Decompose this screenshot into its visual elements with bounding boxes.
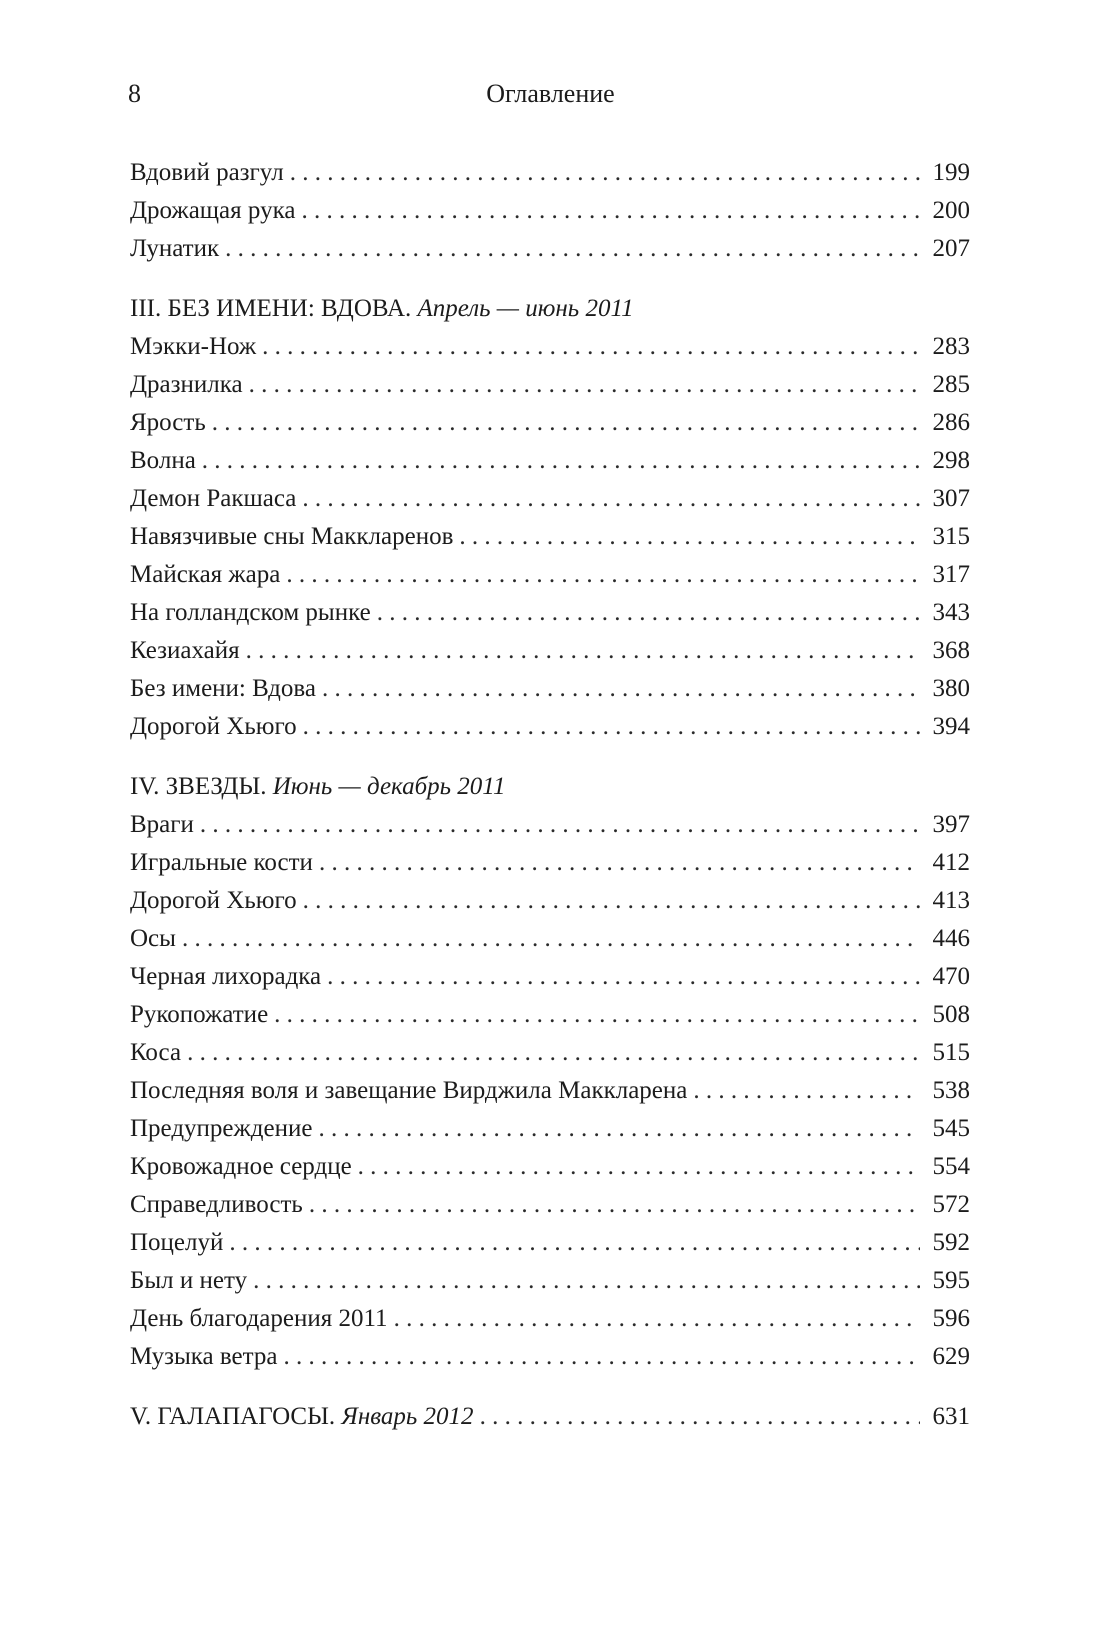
toc-entry-title: Осы (130, 925, 176, 952)
part-heading-3[interactable] (130, 290, 970, 328)
dot-leader (200, 806, 920, 844)
toc-entry[interactable] (130, 958, 970, 996)
toc-entry-title: Поцелуй (130, 1229, 224, 1256)
dot-leader (202, 442, 920, 480)
dot-leader (286, 556, 920, 594)
toc-entry[interactable] (130, 844, 970, 882)
part-heading-5[interactable] (130, 1398, 970, 1436)
dot-leader (301, 192, 920, 230)
toc-entry-page: 394 (932, 713, 970, 740)
toc-entry-page: 554 (932, 1153, 970, 1180)
toc-entry-page: 538 (932, 1077, 970, 1104)
toc-entry-title: Дрожащая рука (130, 197, 296, 224)
part-heading-title: V. ГАЛАПАГОСЫ. (130, 1403, 336, 1430)
toc-entry-title: Музыка ветра (130, 1343, 278, 1370)
toc-entry-title: Враги (130, 811, 194, 838)
dot-leader (318, 1110, 920, 1148)
table-of-contents (130, 154, 970, 1436)
toc-entry[interactable] (130, 480, 970, 518)
dot-leader (480, 1398, 920, 1436)
dot-leader (693, 1072, 920, 1110)
toc-entry-title: Игральные кости (130, 849, 313, 876)
toc-entry[interactable] (130, 1300, 970, 1338)
dot-leader (253, 1262, 920, 1300)
toc-entry-title: Был и нету (130, 1267, 248, 1294)
dot-leader (274, 996, 920, 1034)
toc-entry-page: 286 (932, 409, 970, 436)
toc-entry[interactable] (130, 230, 970, 268)
toc-entry-title: Дорогой Хьюго (130, 713, 297, 740)
toc-entry[interactable] (130, 1072, 970, 1110)
toc-entry[interactable] (130, 1224, 970, 1262)
toc-entry-title: Майская жара (130, 561, 281, 588)
dot-leader (303, 882, 920, 920)
toc-entry-page: 470 (932, 963, 970, 990)
dot-leader (290, 154, 920, 192)
toc-entry-page: 368 (932, 637, 970, 664)
toc-entry-page: 631 (932, 1403, 970, 1430)
part-heading-dates: Январь 2012 (341, 1403, 474, 1430)
toc-entry-page: 207 (932, 235, 970, 262)
dot-leader (249, 366, 920, 404)
dot-leader (459, 518, 920, 556)
part-heading-4[interactable] (130, 768, 970, 806)
toc-entry-title: Кровожадное сердце (130, 1153, 352, 1180)
toc-entry[interactable] (130, 1110, 970, 1148)
toc-entry-page: 413 (932, 887, 970, 914)
toc-entry-title: Мэкки-Нож (130, 333, 257, 360)
toc-entry-page: 446 (932, 925, 970, 952)
toc-entry-page: 515 (932, 1039, 970, 1066)
part-heading-dates: Июнь — декабрь 2011 (272, 773, 506, 800)
toc-entry-title: Демон Ракшаса (130, 485, 297, 512)
toc-entry-page: 285 (932, 371, 970, 398)
toc-entry[interactable] (130, 328, 970, 366)
toc-entry-page: 572 (932, 1191, 970, 1218)
toc-entry-title: Рукопожатие (130, 1001, 269, 1028)
page-number: 8 (128, 79, 141, 108)
toc-entry-page: 199 (932, 159, 970, 186)
toc-entry-page: 380 (932, 675, 970, 702)
dot-leader (319, 844, 920, 882)
toc-entry[interactable] (130, 518, 970, 556)
toc-entry-title: Вдовий разгул (130, 159, 284, 186)
dot-leader (358, 1148, 920, 1186)
toc-entry-title: Волна (130, 447, 196, 474)
toc-entry-page: 315 (932, 523, 970, 550)
dot-leader (302, 480, 920, 518)
toc-entry[interactable] (130, 594, 970, 632)
toc-entry-page: 412 (932, 849, 970, 876)
dot-leader (187, 1034, 920, 1072)
toc-entry[interactable] (130, 1338, 970, 1376)
toc-entry-page: 317 (932, 561, 970, 588)
toc-entry-page: 595 (932, 1267, 970, 1294)
toc-entry[interactable] (130, 404, 970, 442)
toc-entry[interactable] (130, 882, 970, 920)
running-title: Оглавление (486, 79, 615, 108)
toc-entry-page: 307 (932, 485, 970, 512)
toc-entry-page: 283 (932, 333, 970, 360)
dot-leader (283, 1338, 920, 1376)
toc-entry-title: Кезиахайя (130, 637, 240, 664)
dot-leader (229, 1224, 920, 1262)
toc-entry-title: Предупреждение (130, 1115, 313, 1142)
dot-leader (212, 404, 920, 442)
toc-entry-title: Последняя воля и завещание Вирджила Маккларена (130, 1077, 688, 1104)
toc-entry-title: Без имени: Вдова (130, 675, 316, 702)
toc-entry-title: Черная лихорадка (130, 963, 322, 990)
toc-entry-title: Лунатик (130, 235, 220, 262)
toc-entry-page: 343 (932, 599, 970, 626)
toc-entry-page: 298 (932, 447, 970, 474)
toc-entry-title: Дорогой Хьюго (130, 887, 297, 914)
toc-entry-title: Ярость (130, 409, 206, 436)
part-heading-title: III. БЕЗ ИМЕНИ: ВДОВА. (130, 295, 412, 322)
toc-entry[interactable] (130, 154, 970, 192)
toc-entry-title: Коса (130, 1039, 182, 1066)
dot-leader (377, 594, 920, 632)
toc-entry[interactable] (130, 1262, 970, 1300)
toc-entry[interactable] (130, 1034, 970, 1072)
toc-entry-title: На голландском рынке (130, 599, 371, 626)
toc-entry[interactable] (130, 556, 970, 594)
dot-leader (394, 1300, 920, 1338)
dot-leader (309, 1186, 920, 1224)
toc-entry-page: 629 (932, 1343, 970, 1370)
toc-entry[interactable] (130, 670, 970, 708)
toc-entry[interactable] (130, 996, 970, 1034)
toc-entry[interactable] (130, 192, 970, 230)
toc-entry-page: 545 (932, 1115, 970, 1142)
toc-entry[interactable] (130, 1186, 970, 1224)
dot-leader (246, 632, 920, 670)
dot-leader (225, 230, 920, 268)
dot-leader (322, 670, 920, 708)
toc-entry[interactable] (130, 708, 970, 746)
toc-entry-title: Навязчивые сны Маккларенов (130, 523, 454, 550)
toc-entry-page: 508 (932, 1001, 970, 1028)
toc-entry-page: 397 (932, 811, 970, 838)
page-header (128, 74, 973, 114)
toc-entry[interactable] (130, 1148, 970, 1186)
toc-entry-page: 596 (932, 1305, 970, 1332)
part-heading-dates: Апрель — июнь 2011 (417, 295, 634, 322)
toc-entry[interactable] (130, 920, 970, 958)
toc-entry[interactable] (130, 632, 970, 670)
part-heading-title: IV. ЗВЕЗДЫ. (130, 773, 267, 800)
toc-entry-page: 200 (932, 197, 970, 224)
dot-leader (327, 958, 920, 996)
dot-leader (303, 708, 920, 746)
dot-leader (182, 920, 920, 958)
toc-entry[interactable] (130, 806, 970, 844)
toc-entry-title: Справедливость (130, 1191, 303, 1218)
toc-entry-title: Дразнилка (130, 371, 243, 398)
toc-entry[interactable] (130, 442, 970, 480)
toc-entry-title: День благодарения 2011 (130, 1305, 388, 1332)
dot-leader (262, 328, 920, 366)
toc-entry-page: 592 (932, 1229, 970, 1256)
toc-entry[interactable] (130, 366, 970, 404)
